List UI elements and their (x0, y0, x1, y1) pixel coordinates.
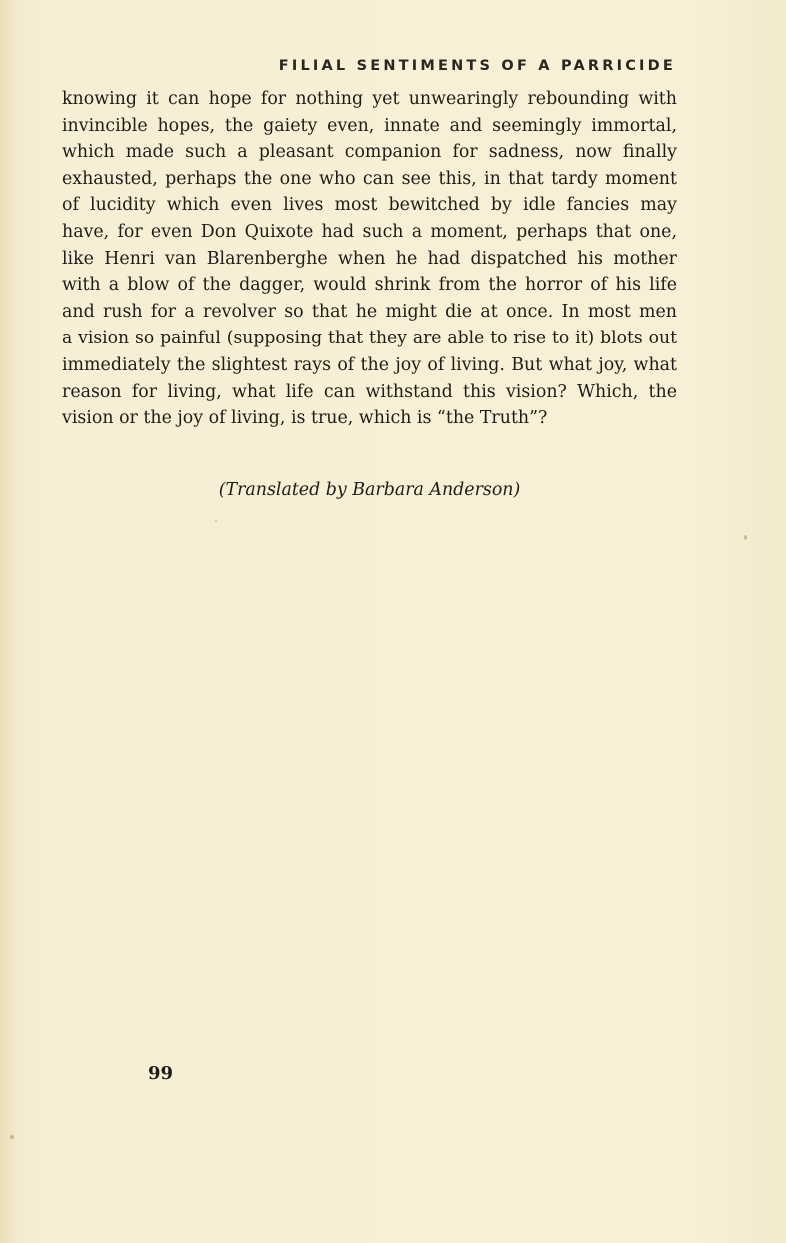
running-head: FILIAL SENTIMENTS OF A PARRICIDE (278, 58, 676, 74)
paper-speck (10, 1135, 14, 1139)
text-line: knowing it can hope for nothing yet unwearingly rebounding with (62, 89, 677, 109)
paper-speck (215, 520, 217, 522)
body-paragraph (62, 86, 677, 432)
text-line: immediately the slightest rays of the joy of living. But what joy, what (62, 354, 677, 375)
text-line: invincible hopes, the gaiety even, innate and seemingly immortal, (62, 115, 677, 136)
text-line: reason for living, what life can withstand this vision? Which, the (62, 381, 677, 402)
text-line: which made such a pleasant companion for sadness, now finally (62, 142, 677, 163)
paper-speck (744, 535, 747, 540)
translator-credit: (Translated by Barbara Anderson) (218, 480, 521, 500)
text-line: exhausted, perhaps the one who can see this, in that tardy moment (62, 168, 677, 189)
text-line: of lucidity which even lives most bewitched by idle fancies may (62, 195, 677, 216)
text-line: like Henri van Blarenberghe when he had dispatched his mother (62, 248, 677, 269)
text-line: vision or the joy of living, is true, which is “the Truth”? (62, 408, 548, 429)
text-line: have, for even Don Quixote had such a moment, perhaps that one, (62, 221, 677, 242)
text-line: with a blow of the dagger, would shrink from the horror of his life (62, 275, 677, 296)
text-line: a vision so painful (supposing that they are able to rise to it) blots out (62, 328, 677, 349)
text-line: and rush for a revolver so that he might die at once. In most men (62, 301, 677, 322)
page-number: 99 (148, 1063, 174, 1084)
